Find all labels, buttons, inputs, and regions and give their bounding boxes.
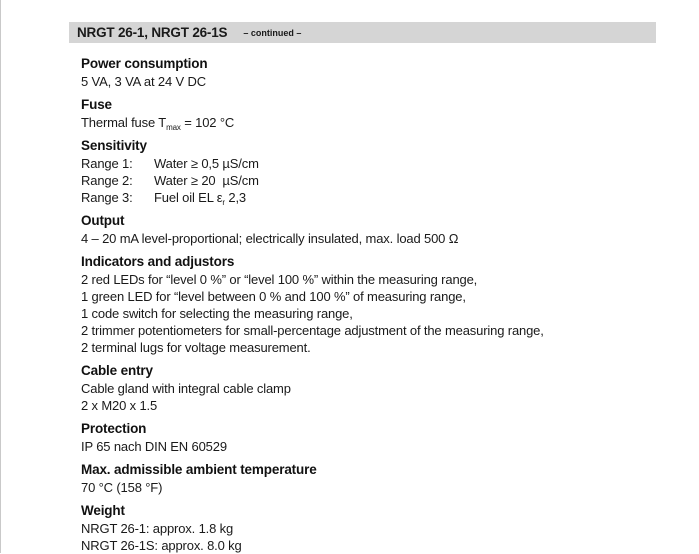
spec-line: NRGT 26-1: approx. 1.8 kg [81, 521, 234, 536]
range-label: Range 2: [81, 173, 133, 188]
sensitivity-row [81, 189, 681, 206]
section-title: Weight [81, 503, 125, 518]
section-header-bar [69, 22, 656, 43]
spec-line: 2 x M20 x 1.5 [81, 398, 158, 413]
header-title: NRGT 26-1, NRGT 26-1S [77, 25, 228, 40]
spec-line: 5 VA, 3 VA at 24 V DC [81, 74, 206, 89]
spec-line: 2 terminal lugs for voltage measurement. [81, 340, 311, 355]
range-value: Water ≥ 0,5 µS/cm [154, 156, 259, 171]
spec-line [81, 114, 681, 131]
section-ambient-temperature [81, 461, 681, 496]
spec-line: 2 red LEDs for “level 0 %” or “level 100 %” within the measuring range, [81, 272, 478, 287]
section-title: Sensitivity [81, 138, 147, 153]
range-value-subscript: r [222, 198, 225, 207]
sensitivity-row [81, 155, 681, 172]
spec-line: 70 °C (158 °F) [81, 480, 163, 495]
section-indicators-adjustors [81, 253, 681, 356]
section-title: Indicators and adjustors [81, 254, 235, 269]
section-title: Power consumption [81, 56, 208, 71]
section-sensitivity [81, 137, 681, 206]
section-output [81, 212, 681, 247]
section-power-consumption [81, 55, 681, 90]
spec-line: 1 code switch for selecting the measuring range, [81, 306, 353, 321]
spec-line: 1 green LED for “level between 0 % and 100 %” of measuring range, [81, 289, 466, 304]
range-label: Range 1: [81, 156, 133, 171]
spec-line: 4 – 20 mA level-proportional; electrically insulated, max. load 500 Ω [81, 231, 459, 246]
section-title: Protection [81, 421, 147, 436]
range-value: Fuel oil EL ε [154, 190, 223, 205]
section-cable-entry [81, 362, 681, 414]
section-protection [81, 420, 681, 455]
fuse-value: = 102 °C [180, 115, 235, 130]
section-title: Cable entry [81, 363, 153, 378]
spec-line: NRGT 26-1S: approx. 8.0 kg [81, 538, 242, 553]
page-left-border [0, 0, 1, 553]
fuse-text: Thermal fuse T [81, 115, 167, 130]
section-title: Max. admissible ambient temperature [81, 462, 317, 477]
sensitivity-row [81, 172, 681, 189]
section-fuse [81, 96, 681, 131]
fuse-subscript: max [166, 123, 181, 132]
range-label: Range 3: [81, 190, 133, 205]
range-value: Water ≥ 20 µS/cm [154, 173, 259, 188]
spec-line: IP 65 nach DIN EN 60529 [81, 439, 227, 454]
section-title: Fuse [81, 97, 112, 112]
range-value-tail: 2,3 [224, 190, 247, 205]
spec-line: Cable gland with integral cable clamp [81, 381, 291, 396]
section-weight [81, 502, 681, 554]
spec-content [81, 55, 681, 554]
header-continued-label: – continued – [243, 27, 302, 38]
spec-line: 2 trimmer potentiometers for small-percentage adjustment of the measuring range, [81, 323, 544, 338]
section-title: Output [81, 213, 125, 228]
